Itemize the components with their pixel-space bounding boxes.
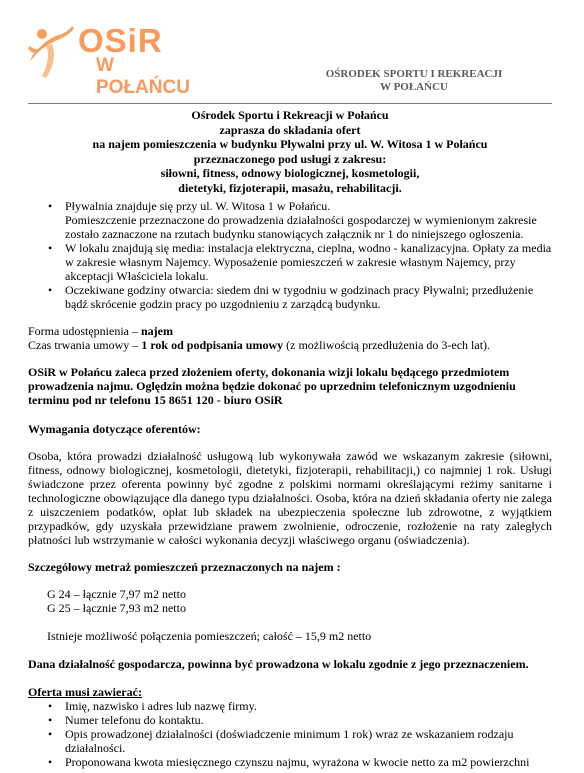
business-note: Dana działalność gospodarcza, powinna być prowadzona w lokalu zgodnie z jego przeznaczeniem. [28, 657, 529, 671]
list-item-text: Imię, nazwisko i adres lub nazwę firmy. [65, 699, 257, 713]
area-combined: Istnieje możliwość połączenia pomieszczeń; całość – 15,9 m2 netto [47, 629, 372, 643]
intro-line: przeznaczonego pod usługi z zakresu: [193, 151, 387, 166]
logo-subtitle: W POŁAŃCU [96, 55, 190, 98]
terms-section [28, 324, 552, 352]
org-header-line1: OŚRODEK SPORTU I REKREACJI [325, 68, 503, 80]
requirements-heading: Wymagania dotyczące oferentów: [28, 422, 201, 436]
list-item-text: Proponowana kwota miesięcznego czynszu najmu, wyrażona w kwocie netto za m2 powierzchni [65, 755, 530, 769]
list-item [28, 755, 552, 769]
list-item-text: Numer telefonu do kontaktu. [65, 713, 204, 727]
duration-value: 1 rok od podpisania umowy [141, 338, 284, 352]
list-item-text: • Pływalnia znajduje się przy ul. W. Witosa 1 w Połańcu. [65, 199, 331, 213]
form-value: najem [140, 324, 173, 338]
list-item-text: W lokalu znajdują się media: instalacja elektryczna, cieplna, wodno - kanalizacyjna. Opłaty za media w zakresie własnym Najemcy. Wyposażenie pomieszczeń w zakresie własnym Najemcy, przy akceptacji Właściciela lokalu. [65, 241, 552, 283]
intro-line: dietetyki, fizjoterapii, masażu, rehabilitacji. [178, 180, 402, 195]
form-line [28, 324, 552, 338]
org-header-line2: W POŁAŃCU [380, 81, 448, 93]
duration-line [28, 338, 552, 352]
header-divider [28, 103, 552, 104]
area-heading: Szczegółowy metraż pomieszczeń przeznaczonych na najem : [28, 560, 341, 574]
offer-section [28, 699, 552, 769]
visit-notice: OSiR w Połańcu zaleca przed złożeniem oferty, dokonania wizji lokalu będącego przedmiotem prowadzenia najmu. Oględzin można będzie dokonać po uprzednim telefonicznym uzgodnieniu terminu pod nr telefonu 15 8651 120 - biuro OSiR [28, 365, 516, 407]
intro-heading [28, 108, 552, 195]
duration-note: (z możliwością przedłużenia do 3-ech lat). [283, 338, 491, 352]
intro-line: na najem pomieszczenia w budynku Pływalni przy ul. W. Witosa 1 w Połańcu [92, 137, 488, 151]
duration-label: Czas trwania umowy – [28, 338, 142, 352]
list-item-text: Oczekiwane godziny otwarcia: siedem dni w tygodniu w godzinach pracy Pływalni; przedłużenie bądź skrócenie godzin pracy po uzgodnieniu z zarządcą budynku. [65, 283, 534, 311]
list-item-text: Opis prowadzonej działalności (doświadczenie minimum 1 rok) wraz ze wskazaniem rodzaju działalności. [65, 727, 514, 755]
offer-heading: Oferta musi zawierać: [28, 685, 142, 699]
osir-logo [28, 22, 208, 98]
form-label: Forma udostępnienia – [28, 324, 141, 338]
area-g25: G 25 – łącznie 7,93 m2 netto [47, 601, 186, 615]
offer-list [28, 699, 552, 769]
info-section [28, 199, 552, 311]
intro-line: siłowni, fitness, odnowy biologicznej, kosmetologii, [160, 166, 420, 180]
list-item [28, 727, 552, 755]
list-item [28, 713, 552, 727]
intro-line: zaprasza do składania ofert [219, 122, 361, 137]
list-item [28, 699, 552, 713]
requirements-text: Osoba, która prowadzi działalność usługową lub wykonywała zawód we wskazanym zakresie (siłowni, fitness, odnowy biologicznej, kosmetologii, dietetyki, fizjoterapii, rehabilitacji,) co najmniej 1 rok. Usługi świadczone przez oferenta powinny być zgodne z polskimi normami określającymi reżimy sanitarne i technologiczne obowiązujące dla danego typu działalności. Osoba, która na dzień składania oferty nie zalega z uiszczeniem podatków, opłat lub składek na ubezpieczenia społeczne lub zdrowotne, z wyjątkiem przypadków, gdy uzyskała przewidziane prawem zwolnienie, odroczenie, rozłożenie na raty zaległych płatności lub wstrzymanie w całości wykonania decyzji właściwego organu (oświadczenia). [28, 449, 552, 547]
area-g24: G 24 – łącznie 7,97 m2 netto [47, 587, 186, 601]
intro-line: Ośrodek Sportu i Rekreacji w Połańcu [191, 108, 389, 122]
list-item [28, 199, 552, 241]
list-item [28, 283, 552, 311]
org-header [294, 68, 534, 94]
list-item-text: Pomieszczenie przeznaczone do prowadzenia działalności gospodarczej w wymienionym zakresie zostało zaznaczone na rzutach budynku stanowiących załącznik nr 1 do niniejszego ogłoszenia. [65, 213, 537, 241]
logo-title: OSiR [78, 22, 163, 59]
info-list [28, 199, 552, 311]
swimmer-figure-icon [28, 22, 76, 84]
list-item [28, 241, 552, 283]
